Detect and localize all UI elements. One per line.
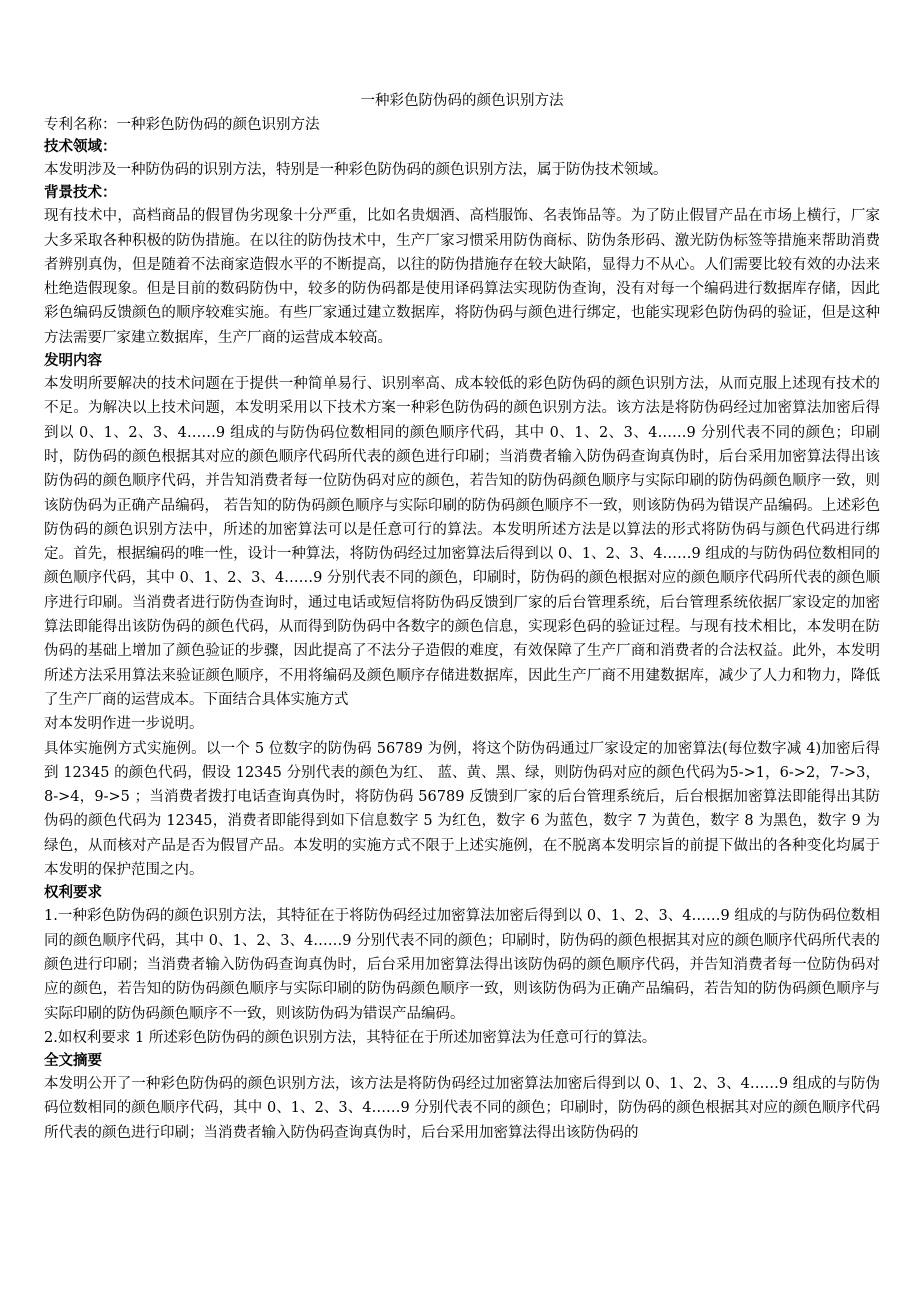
abstract-paragraph: 本发明公开了一种彩色防伪码的颜色识别方法，该方法是将防伪码经过加密算法加密后得到以 0、1、2、3、4……9 组成的与防伪码位数相同的颜色顺序代码，其中 0、1、2、3、4……9 分别代表不同的颜色；印刷时，防伪码的颜色根据其对应的颜色顺序代码所代表的颜色进行印刷；当消费者输入防伪码查询真伪时，后台采用加密算法得出该防伪码的 [44, 1076, 880, 1141]
claim-1: 1.一种彩色防伪码的颜色识别方法，其特征在于将防伪码经过加密算法加密后得到以 0、1、2、3、4……9 组成的与防伪码位数相同的颜色顺序代码，其中 0、1、2、3、4……9 分别代表不同的颜色；印刷时，防伪码的颜色根据其对应的颜色顺序代码所代表的颜色进行印刷；当消费者输入防伪码查询真伪时，后台采用加密算法得出该防伪码的颜色顺序代码，并告知消费者每一位防伪码对应的颜色，若告知的防伪码颜色顺序与实际印刷的防伪码颜色顺序一致，则该防伪码为正确产品编码，若告知的防伪码颜色顺序与实际印刷的防伪码颜色顺序不一致，则该防伪码为错误产品编码。 [44, 908, 880, 1022]
invention-heading: 发明内容 [44, 352, 102, 370]
document-title: 一种彩色防伪码的颜色识别方法 [360, 93, 564, 109]
embodiment-paragraph: 具体实施例方式实施例。以一个 5 位数字的防伪码 56789 为例，将这个防伪码通过厂家设定的加密算法(每位数字减 4)加密后得到 12345 的颜色代码，假设 12345 分别代表的颜色为红、 蓝、黄、黑、绿，则防伪码对应的颜色代码为5->1，6->2，7->3，8->4，9->5 ；当消费者拨打电话查询真伪时，将防伪码 56789 反馈到厂家的后台管理系统后，后台根据加密算法即能得出其防伪码的颜色代码为 12345，消费者即能得到如下信息数字 5 为红色，数字 6 为蓝色，数字 7 为黄色，数字 8 为黑色，数字 9 为绿色，从而核对产品是否为假冒产品。本发明的实施方式不限于上述实施例，在不脱离本发明宗旨的前提下做出的各种变化均属于本发明的保护范围之内。 [44, 740, 880, 879]
claims-heading: 权利要求 [44, 884, 102, 902]
background-heading: 背景技术： [44, 184, 117, 202]
background-paragraph: 现有技术中，高档商品的假冒伪劣现象十分严重，比如名贵烟酒、高档服饰、名表饰品等。为了防止假冒产品在市场上横行，厂家大多采取各种积极的防伪措施。在以往的防伪技术中，生产厂家习惯采用防伪商标、防伪条形码、激光防伪标签等措施来帮助消费者辨别真伪，但是随着不法商家造假水平的不断提高，以往的防伪措施存在较大缺陷，显得力不从心。人们需要比较有效的办法来杜绝造假现象。但是目前的数码防伪中，较多的防伪码都是使用译码算法实现防伪查询，没有对每一个编码进行数据库存储，因此彩色编码反馈颜色的顺序较难实施。有些厂家通过建立数据库，将防伪码与颜色进行绑定，也能实现彩色防伪码的验证，但是这种方法需要厂家建立数据库，生产厂商的运营成本较高。 [44, 208, 880, 346]
invention-tail: 对本发明作进一步说明。 [44, 716, 204, 733]
invention-paragraph: 本发明所要解决的技术问题在于提供一种简单易行、识别率高、成本较低的彩色防伪码的颜色识别方法，从而克服上述现有技术的不足。为解决以上技术问题，本发明采用以下技术方案一种彩色防伪码的颜色识别方法。该方法是将防伪码经过加密算法加密后得到以 0、1、2、3、4……9 组成的与防伪码位数相同的颜色顺序代码，其中 0、1、2、3、4……9 分别代表不同的颜色；印刷时，防伪码的颜色根据其对应的颜色顺序代码所代表的颜色进行印刷；当消费者输入防伪码查询真伪时，后台采用加密算法得出该防伪码的颜色顺序代码，并告知消费者每一位防伪码对应的颜色，若告知的防伪码颜色顺序与实际印刷的防伪码颜色顺序一致，则该防伪码为正确产品编码， 若告知的防伪码颜色顺序与实际印刷的防伪码颜色顺序不一致，则该防伪码为错误产品编码。上述彩色防伪码的颜色识别方法中，所述的加密算法可以是任意可行的算法。本发明所述方法是以算法的形式将防伪码与颜色代码进行绑定。首先，根据编码的唯一性，设计一种算法，将防伪码经过加密算法后得到以 0、1、2、3、4……9 组成的与防伪码位数相同的颜色顺序代码，其中 0、1、2、3、4……9 分别代表不同的颜色，印刷时，防伪码的颜色根据对应的颜色顺序代码所代表的颜色顺序进行印刷。当消费者进行防伪查询时，通过电话或短信将防伪码反馈到厂家的后台管理系统，后台管理系统依据厂家设定的加密算法即能得出该防伪码的颜色代码，从而得到防伪码中各数字的颜色信息，实现彩色码的验证过程。与现有技术相比，本发明在防伪码的基础上增加了颜色验证的步骤，因此提高了不法分子造假的难度，有效保障了生产厂商和消费者的合法权益。此外，本发明所述方法采用算法来验证颜色顺序，不用将编码及颜色顺序存储进数据库，因此生产厂商不用建数据库，减少了人力和物力，降低了生产厂商的运营成本。下面结合具体实施方式 [44, 376, 880, 708]
patent-name: 专利名称：一种彩色防伪码的颜色识别方法 [44, 117, 320, 133]
claim-2: 2.如权利要求 1 所述彩色防伪码的颜色识别方法，其特征在于所述加密算法为任意可行的算法。 [44, 1029, 657, 1046]
field-paragraph: 本发明涉及一种防伪码的识别方法，特别是一种彩色防伪码的颜色识别方法，属于防伪技术领域。 [44, 162, 668, 178]
abstract-heading: 全文摘要 [44, 1052, 102, 1070]
field-heading: 技术领域： [44, 138, 117, 155]
